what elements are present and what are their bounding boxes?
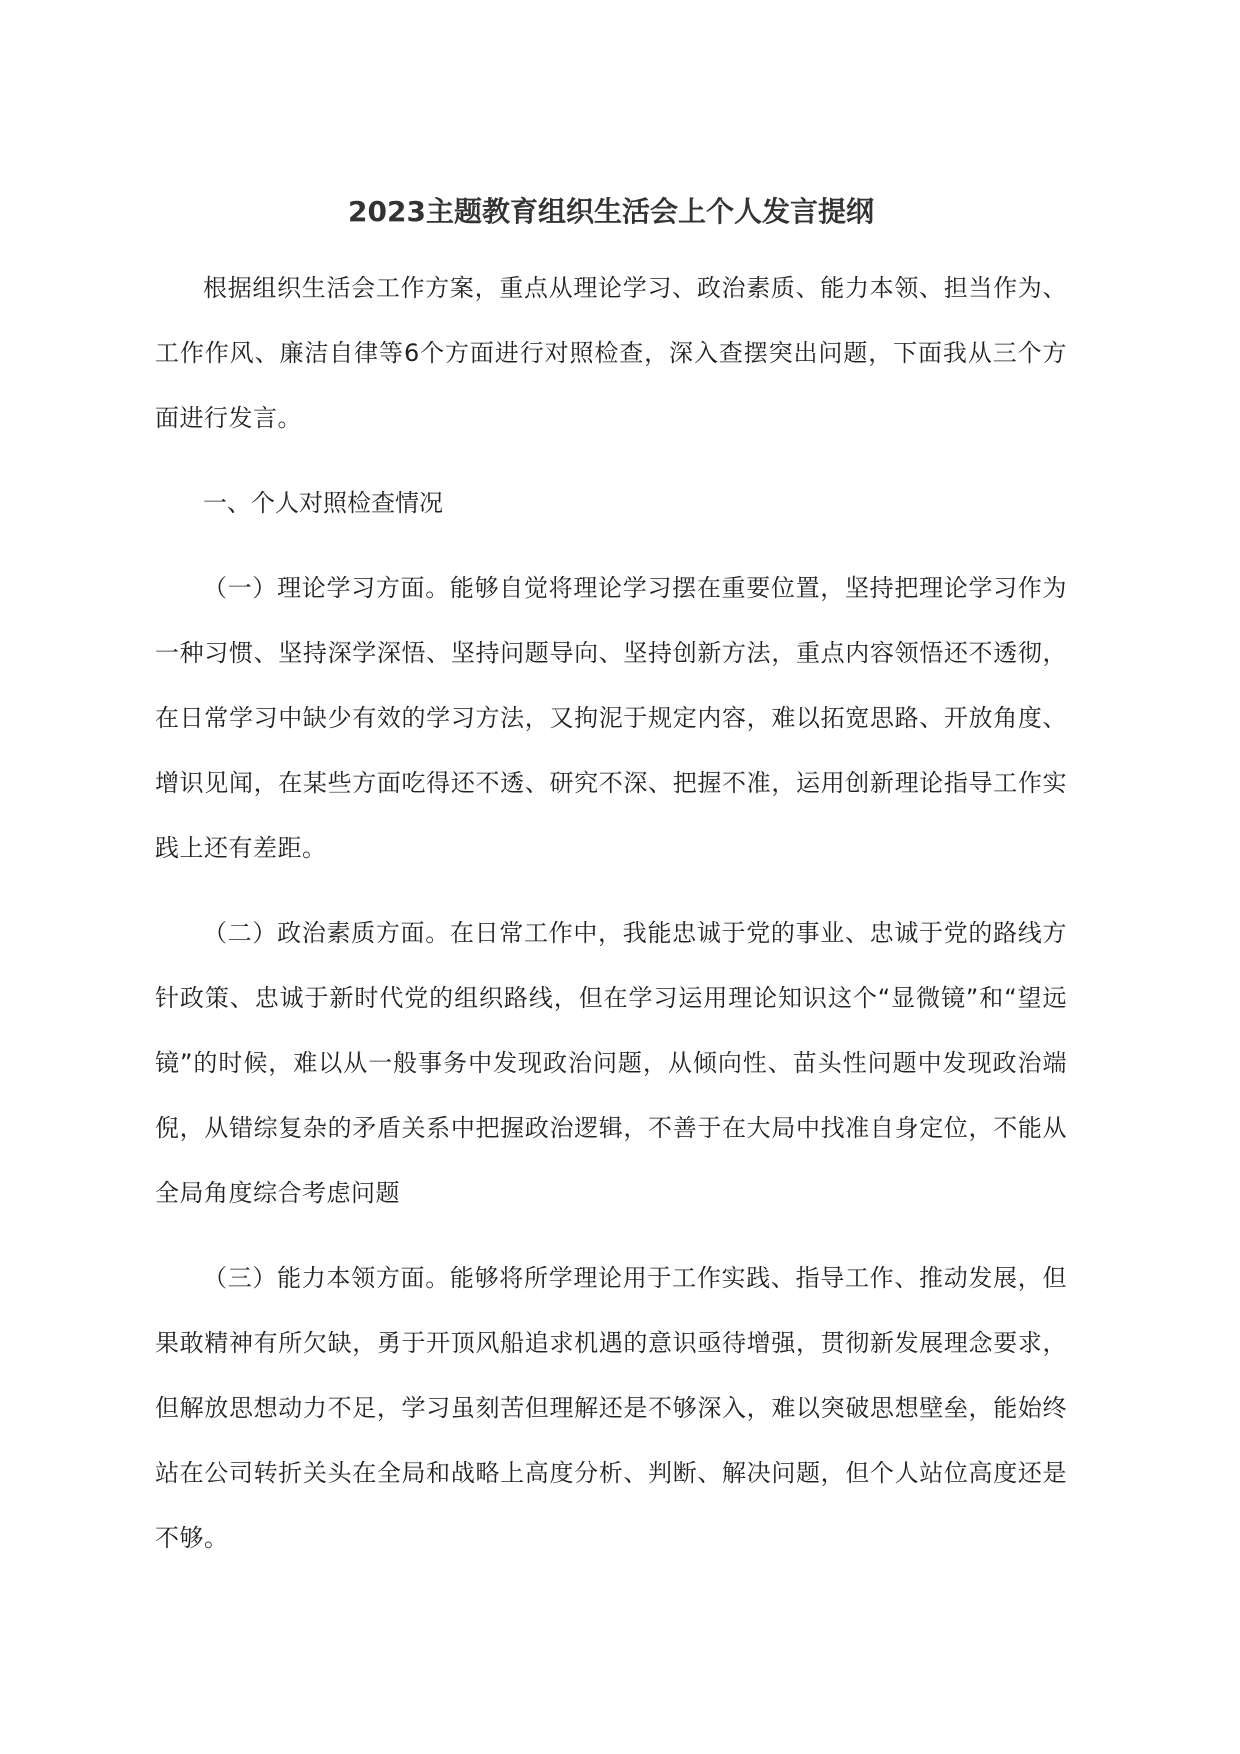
document-body xyxy=(155,188,1067,1591)
section-heading: 一、个人对照检查情况 xyxy=(203,489,443,517)
paragraph-political-quality: （二）政治素质方面。在日常工作中，我能忠诚于党的事业、忠诚于党的路线方针政策、忠诚于新时代党的组织路线，但在学习运用理论知识这个“显微镜”和“望远镜”的时候，难以从一般事务中发现政治问题，从倾向性、苗头性问题中发现政治端倪，从错综复杂的矛盾关系中把握政治逻辑，不善于在大局中找准自身定位，不能从全局角度综合考虑问题 xyxy=(155,919,1067,1207)
intro-paragraph: 根据组织生活会工作方案，重点从理论学习、政治素质、能力本领、担当作为、工作作风、廉洁自律等6个方面进行对照检查，深入查摆突出问题，下面我从三个方面进行发言。 xyxy=(155,274,1067,432)
document-title: 2023主题教育组织生活会上个人发言提纲 xyxy=(348,195,874,228)
paragraph-ability: （三）能力本领方面。能够将所学理论用于工作实践、指导工作、推动发展，但果敢精神有所欠缺，勇于开顶风船追求机遇的意识亟待增强，贯彻新发展理念要求，但解放思想动力不足，学习虽刻苦但理解还是不够深入，难以突破思想壁垒，能始终站在公司转折关头在全局和战略上高度分析、判断、解决问题，但个人站位高度还是不够。 xyxy=(155,1264,1067,1552)
paragraph-theory-study: （一）理论学习方面。能够自觉将理论学习摆在重要位置，坚持把理论学习作为一种习惯、坚持深学深悟、坚持问题导向、坚持创新方法，重点内容领悟还不透彻，在日常学习中缺少有效的学习方法，又拘泥于规定内容，难以拓宽思路、开放角度、增识见闻，在某些方面吃得还不透、研究不深、把握不准，运用创新理论指导工作实践上还有差距。 xyxy=(155,574,1067,862)
